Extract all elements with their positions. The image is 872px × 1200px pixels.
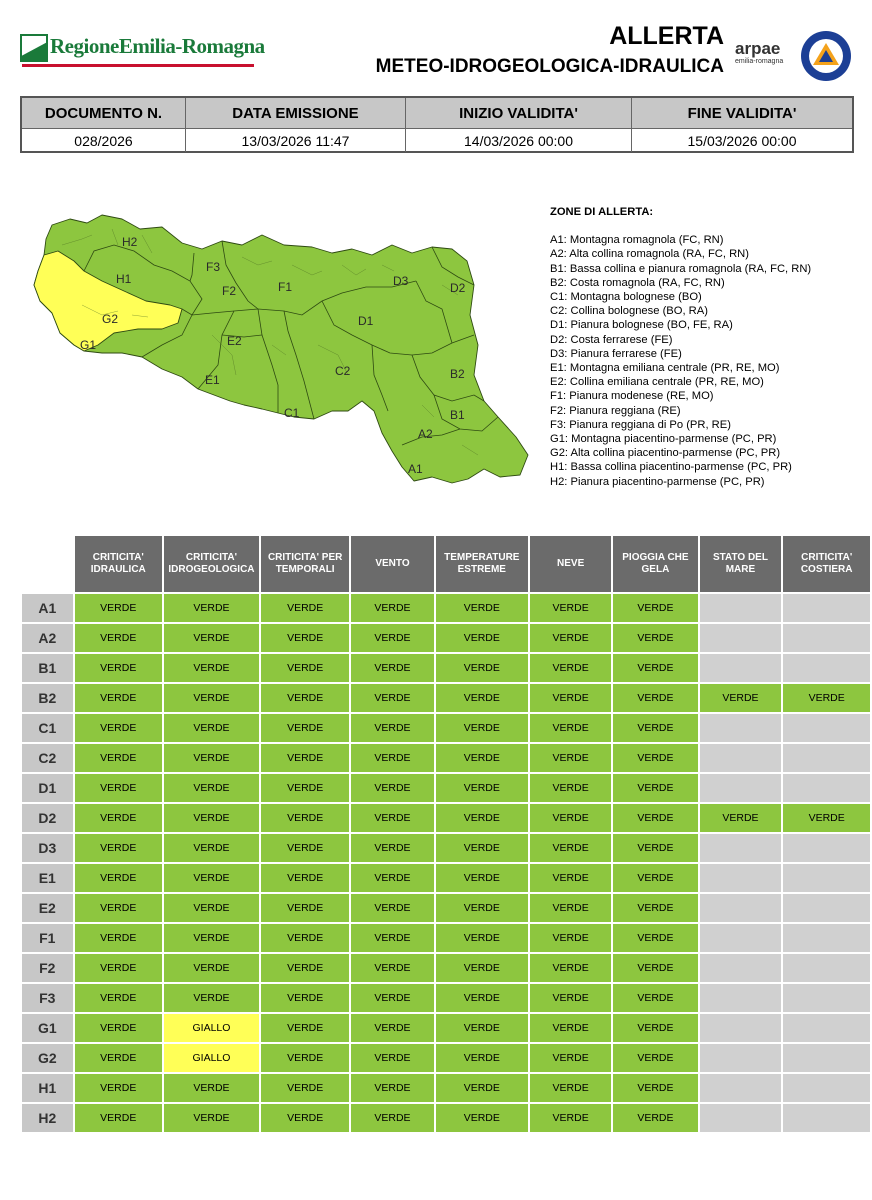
table-row bbox=[22, 924, 870, 952]
alert-cell: VERDE bbox=[351, 594, 433, 622]
zone-label: G2 bbox=[22, 1044, 73, 1072]
zone-label: D2 bbox=[22, 804, 73, 832]
map-label-b2: B2 bbox=[450, 367, 465, 381]
alert-cell bbox=[783, 894, 870, 922]
alert-cell bbox=[700, 924, 782, 952]
alert-cell: VERDE bbox=[164, 1074, 259, 1102]
alert-cell: VERDE bbox=[613, 714, 697, 742]
map-label-e2: E2 bbox=[227, 334, 242, 348]
column-header-temperature-estreme: TEMPERATURE ESTREME bbox=[436, 536, 528, 592]
legend-item: F3: Pianura reggiana di Po (PR, RE) bbox=[550, 418, 731, 431]
alert-cell: VERDE bbox=[436, 594, 528, 622]
alert-cell: VERDE bbox=[164, 594, 259, 622]
alert-cell: VERDE bbox=[613, 924, 697, 952]
alert-cell: VERDE bbox=[75, 954, 162, 982]
alert-cell: VERDE bbox=[613, 864, 697, 892]
alert-cell: VERDE bbox=[613, 894, 697, 922]
alert-cell: VERDE bbox=[530, 864, 611, 892]
alert-cell: GIALLO bbox=[164, 1044, 259, 1072]
alert-cell: VERDE bbox=[75, 864, 162, 892]
zone-label: D3 bbox=[22, 834, 73, 862]
zone-label: F3 bbox=[22, 984, 73, 1012]
table-row bbox=[22, 624, 870, 652]
alert-cell: VERDE bbox=[436, 714, 528, 742]
alert-cell: VERDE bbox=[164, 834, 259, 862]
table-row bbox=[22, 1044, 870, 1072]
legend-item: E1: Montagna emiliana centrale (PR, RE, MO) bbox=[550, 362, 780, 375]
doc-header-numero: DOCUMENTO N. bbox=[22, 98, 186, 129]
alert-cell bbox=[700, 594, 782, 622]
map-label-f1: F1 bbox=[278, 280, 293, 294]
alert-cell bbox=[700, 714, 782, 742]
map-label-a1: A1 bbox=[408, 462, 423, 476]
alert-cell bbox=[783, 744, 870, 772]
alert-cell: VERDE bbox=[261, 774, 349, 802]
alert-cell bbox=[783, 984, 870, 1012]
alert-cell: VERDE bbox=[351, 714, 433, 742]
legend-item: G1: Montagna piacentino-parmense (PC, PR) bbox=[550, 433, 777, 446]
table-row bbox=[22, 1014, 870, 1042]
legend-item: H2: Pianura piacentino-parmense (PC, PR) bbox=[550, 475, 765, 488]
zone-label: G1 bbox=[22, 1014, 73, 1042]
alert-zones-map bbox=[22, 205, 538, 495]
alert-cell: VERDE bbox=[530, 624, 611, 652]
regione-emilia-romagna-logo bbox=[20, 34, 265, 66]
alert-cell: VERDE bbox=[261, 1074, 349, 1102]
zone-label: E1 bbox=[22, 864, 73, 892]
alert-cell bbox=[700, 954, 782, 982]
alert-cell bbox=[783, 1074, 870, 1102]
legend-item: C2: Collina bolognese (BO, RA) bbox=[550, 305, 708, 318]
alert-cell: VERDE bbox=[164, 864, 259, 892]
alert-cell: VERDE bbox=[436, 1044, 528, 1072]
alert-cell: VERDE bbox=[436, 834, 528, 862]
alert-cell: VERDE bbox=[351, 1074, 433, 1102]
legend-item: D1: Pianura bolognese (BO, FE, RA) bbox=[550, 319, 733, 332]
table-row bbox=[22, 654, 870, 682]
zone-label: H2 bbox=[22, 1104, 73, 1132]
alert-cell: VERDE bbox=[351, 1104, 433, 1132]
alert-cell: VERDE bbox=[75, 1014, 162, 1042]
map-green-region bbox=[34, 215, 528, 483]
alert-cell bbox=[783, 1014, 870, 1042]
alert-cell: VERDE bbox=[436, 954, 528, 982]
alert-cell: VERDE bbox=[613, 744, 697, 772]
page-subtitle: METEO-IDROGEOLOGICA-IDRAULICA bbox=[375, 56, 724, 77]
table-row bbox=[22, 774, 870, 802]
column-header-pioggia-che-gela: PIOGGIA CHE GELA bbox=[613, 536, 697, 592]
legend-item: A2: Alta collina romagnola (RA, FC, RN) bbox=[550, 248, 749, 261]
doc-header-fine-validita: FINE VALIDITA' bbox=[632, 98, 852, 129]
alert-cell bbox=[700, 984, 782, 1012]
alert-cell: VERDE bbox=[261, 624, 349, 652]
table-row bbox=[22, 894, 870, 922]
column-header-criticita-idrogeologica: CRITICITA' IDROGEOLOGICA bbox=[164, 536, 259, 592]
legend-title: ZONE DI ALLERTA: bbox=[550, 206, 654, 218]
alert-cell: VERDE bbox=[164, 1104, 259, 1132]
column-header-neve: NEVE bbox=[530, 536, 611, 592]
alert-cell: VERDE bbox=[436, 624, 528, 652]
alert-cell: VERDE bbox=[164, 894, 259, 922]
regione-logo-text: RegioneEmilia-Romagna bbox=[50, 34, 265, 58]
alert-cell bbox=[700, 1074, 782, 1102]
alert-cell: VERDE bbox=[436, 684, 528, 712]
alert-cell bbox=[700, 1044, 782, 1072]
zone-label: A1 bbox=[22, 594, 73, 622]
table-header-row bbox=[22, 536, 870, 592]
alert-cell: VERDE bbox=[436, 1074, 528, 1102]
alert-cell: VERDE bbox=[436, 804, 528, 832]
alert-cell: VERDE bbox=[351, 624, 433, 652]
legend-item: G2: Alta collina piacentino-parmense (PC, PR) bbox=[550, 447, 781, 460]
column-header-stato-del-mare: STATO DEL MARE bbox=[700, 536, 782, 592]
legend-item: B2: Costa romagnola (RA, FC, RN) bbox=[550, 276, 725, 289]
table-row bbox=[22, 1074, 870, 1102]
zone-label: F2 bbox=[22, 954, 73, 982]
alert-cell bbox=[783, 1044, 870, 1072]
doc-value-numero: 028/2026 bbox=[22, 129, 186, 152]
alert-cell: VERDE bbox=[613, 624, 697, 652]
alert-cell: VERDE bbox=[261, 984, 349, 1012]
zone-label: E2 bbox=[22, 894, 73, 922]
alert-cell: GIALLO bbox=[164, 1014, 259, 1042]
legend-item: E2: Collina emiliana centrale (PR, RE, MO) bbox=[550, 376, 764, 389]
legend-item: B1: Bassa collina e pianura romagnola (RA, FC, RN) bbox=[550, 262, 812, 275]
alert-cell bbox=[700, 834, 782, 862]
alert-cell bbox=[783, 624, 870, 652]
arpae-logo bbox=[735, 40, 795, 72]
alert-cell: VERDE bbox=[261, 924, 349, 952]
alert-cell: VERDE bbox=[351, 654, 433, 682]
zone-label: C2 bbox=[22, 744, 73, 772]
alert-cell: VERDE bbox=[436, 984, 528, 1012]
alert-cell: VERDE bbox=[351, 954, 433, 982]
alert-cell: VERDE bbox=[261, 954, 349, 982]
alert-cell: VERDE bbox=[436, 654, 528, 682]
regione-logo-icon bbox=[20, 34, 48, 62]
table-row bbox=[22, 684, 870, 712]
doc-header-data-emissione: DATA EMISSIONE bbox=[186, 98, 406, 129]
arpae-logo-subtext: emilia-romagna bbox=[735, 58, 784, 65]
alert-cell: VERDE bbox=[261, 654, 349, 682]
arpae-logo-text: arpae bbox=[735, 39, 781, 58]
alert-cell: VERDE bbox=[436, 774, 528, 802]
alert-cell: VERDE bbox=[351, 924, 433, 952]
zone-label: C1 bbox=[22, 714, 73, 742]
table-row bbox=[22, 834, 870, 862]
alert-cell: VERDE bbox=[75, 894, 162, 922]
alert-cell: VERDE bbox=[613, 984, 697, 1012]
map-label-f3: F3 bbox=[206, 260, 221, 274]
alert-cell: VERDE bbox=[613, 834, 697, 862]
alert-cell: VERDE bbox=[530, 984, 611, 1012]
doc-value-fine-validita: 15/03/2026 00:00 bbox=[687, 132, 797, 149]
alert-cell: VERDE bbox=[351, 984, 433, 1012]
map-label-h2: H2 bbox=[122, 235, 138, 249]
alert-cell: VERDE bbox=[75, 834, 162, 862]
legend-item: A1: Montagna romagnola (FC, RN) bbox=[550, 234, 724, 247]
alert-cell: VERDE bbox=[613, 804, 697, 832]
alert-cell: VERDE bbox=[436, 864, 528, 892]
map-label-e1: E1 bbox=[205, 373, 220, 387]
legend-item: F2: Pianura reggiana (RE) bbox=[550, 404, 681, 417]
table-body bbox=[22, 594, 870, 1132]
doc-header-inizio-validita: INIZIO VALIDITA' bbox=[406, 98, 632, 129]
alert-cell: VERDE bbox=[75, 1104, 162, 1132]
alert-cell: VERDE bbox=[164, 624, 259, 652]
map-label-c1: C1 bbox=[284, 406, 300, 420]
alert-cell: VERDE bbox=[530, 1074, 611, 1102]
alert-cell: VERDE bbox=[530, 774, 611, 802]
alert-cell: VERDE bbox=[613, 684, 697, 712]
column-header-criticita-temporali: CRITICITA' PER TEMPORALI bbox=[261, 536, 349, 592]
alert-cell: VERDE bbox=[75, 684, 162, 712]
alert-cell: VERDE bbox=[351, 774, 433, 802]
zone-label: B2 bbox=[22, 684, 73, 712]
alert-cell: VERDE bbox=[351, 864, 433, 892]
alert-cell bbox=[783, 834, 870, 862]
alert-cell: VERDE bbox=[700, 804, 782, 832]
zone-label: H1 bbox=[22, 1074, 73, 1102]
alert-cell: VERDE bbox=[530, 1104, 611, 1132]
alert-cell: VERDE bbox=[261, 744, 349, 772]
page-title: ALLERTA bbox=[609, 22, 724, 50]
alert-cell: VERDE bbox=[530, 834, 611, 862]
zone-label: B1 bbox=[22, 654, 73, 682]
alert-cell: VERDE bbox=[75, 654, 162, 682]
doc-value-inizio-validita: 14/03/2026 00:00 bbox=[406, 129, 632, 152]
legend-item: F1: Pianura modenese (RE, MO) bbox=[550, 390, 714, 403]
alert-cell: VERDE bbox=[613, 954, 697, 982]
alert-cell: VERDE bbox=[164, 774, 259, 802]
alert-cell: VERDE bbox=[530, 594, 611, 622]
alert-cell: VERDE bbox=[613, 1014, 697, 1042]
alert-cell: VERDE bbox=[436, 924, 528, 952]
alert-cell bbox=[783, 714, 870, 742]
alert-cell: VERDE bbox=[613, 654, 697, 682]
alert-cell: VERDE bbox=[75, 984, 162, 1012]
alert-cell: VERDE bbox=[261, 1044, 349, 1072]
alert-level-table bbox=[20, 534, 872, 1134]
map-label-g2: G2 bbox=[102, 312, 119, 326]
alert-cell: VERDE bbox=[530, 924, 611, 952]
map-label-b1: B1 bbox=[450, 408, 465, 422]
alert-cell: VERDE bbox=[164, 984, 259, 1012]
alert-cell bbox=[783, 1104, 870, 1132]
alert-cell: VERDE bbox=[783, 684, 870, 712]
alert-cell: VERDE bbox=[164, 744, 259, 772]
alert-cell: VERDE bbox=[75, 714, 162, 742]
alert-cell: VERDE bbox=[261, 684, 349, 712]
document-info-table bbox=[20, 96, 854, 153]
alert-cell: VERDE bbox=[164, 714, 259, 742]
alert-cell bbox=[783, 954, 870, 982]
alert-cell: VERDE bbox=[75, 774, 162, 802]
doc-value-data-emissione: 13/03/2026 11:47 bbox=[186, 129, 406, 152]
table-row bbox=[22, 714, 870, 742]
alert-cell bbox=[783, 774, 870, 802]
alert-cell: VERDE bbox=[261, 834, 349, 862]
legend-item: D3: Pianura ferrarese (FE) bbox=[550, 347, 682, 360]
alert-cell: VERDE bbox=[530, 894, 611, 922]
alert-cell: VERDE bbox=[783, 804, 870, 832]
alert-cell: VERDE bbox=[75, 624, 162, 652]
alert-cell: VERDE bbox=[530, 684, 611, 712]
alert-cell bbox=[700, 1104, 782, 1132]
alert-cell: VERDE bbox=[164, 804, 259, 832]
zone-legend bbox=[550, 205, 850, 489]
alert-cell: VERDE bbox=[164, 684, 259, 712]
map-label-a2: A2 bbox=[418, 427, 433, 441]
alert-cell: VERDE bbox=[75, 594, 162, 622]
alert-cell: VERDE bbox=[164, 654, 259, 682]
alert-cell: VERDE bbox=[530, 954, 611, 982]
legend-item: C1: Montagna bolognese (BO) bbox=[550, 291, 702, 304]
map-label-h1: H1 bbox=[116, 272, 132, 286]
alert-cell: VERDE bbox=[436, 894, 528, 922]
alert-cell: VERDE bbox=[613, 1044, 697, 1072]
alert-cell bbox=[700, 1014, 782, 1042]
alert-cell: VERDE bbox=[261, 894, 349, 922]
column-header-vento: VENTO bbox=[351, 536, 433, 592]
alert-cell bbox=[700, 894, 782, 922]
alert-cell: VERDE bbox=[261, 594, 349, 622]
alert-cell: VERDE bbox=[164, 924, 259, 952]
alert-cell bbox=[700, 744, 782, 772]
alert-cell: VERDE bbox=[351, 1044, 433, 1072]
alert-cell: VERDE bbox=[351, 684, 433, 712]
alert-cell: VERDE bbox=[351, 1014, 433, 1042]
legend-item: D2: Costa ferrarese (FE) bbox=[550, 333, 673, 346]
table-row bbox=[22, 804, 870, 832]
alert-cell: VERDE bbox=[613, 594, 697, 622]
alert-cell: VERDE bbox=[261, 804, 349, 832]
alert-cell: VERDE bbox=[351, 834, 433, 862]
alert-cell bbox=[700, 654, 782, 682]
alert-cell: VERDE bbox=[436, 744, 528, 772]
map-label-g1: G1 bbox=[80, 338, 97, 352]
alert-cell bbox=[700, 864, 782, 892]
alert-cell bbox=[700, 624, 782, 652]
protezione-civile-logo-icon bbox=[800, 30, 852, 82]
alert-cell: VERDE bbox=[530, 804, 611, 832]
map-label-f2: F2 bbox=[222, 284, 237, 298]
alert-cell: VERDE bbox=[261, 864, 349, 892]
legend-item: H1: Bassa collina piacentino-parmense (PC, PR) bbox=[550, 461, 792, 474]
alert-cell: VERDE bbox=[613, 1104, 697, 1132]
column-header-criticita-costiera: CRITICITA' COSTIERA bbox=[783, 536, 870, 592]
table-row bbox=[22, 744, 870, 772]
alert-cell: VERDE bbox=[530, 1014, 611, 1042]
alert-cell: VERDE bbox=[530, 654, 611, 682]
table-row bbox=[22, 984, 870, 1012]
alert-cell: VERDE bbox=[613, 1074, 697, 1102]
alert-cell: VERDE bbox=[164, 954, 259, 982]
alert-cell: VERDE bbox=[436, 1014, 528, 1042]
alert-cell: VERDE bbox=[261, 714, 349, 742]
alert-cell: VERDE bbox=[613, 774, 697, 802]
alert-cell: VERDE bbox=[261, 1014, 349, 1042]
alert-cell: VERDE bbox=[351, 804, 433, 832]
alert-cell: VERDE bbox=[436, 1104, 528, 1132]
alert-cell: VERDE bbox=[75, 804, 162, 832]
zone-label: F1 bbox=[22, 924, 73, 952]
alert-cell bbox=[700, 774, 782, 802]
table-row bbox=[22, 1104, 870, 1132]
table-row bbox=[22, 864, 870, 892]
map-label-d2: D2 bbox=[450, 281, 466, 295]
alert-cell: VERDE bbox=[75, 1074, 162, 1102]
alert-cell: VERDE bbox=[530, 1044, 611, 1072]
alert-cell: VERDE bbox=[351, 894, 433, 922]
map-label-d1: D1 bbox=[358, 314, 374, 328]
zone-label: A2 bbox=[22, 624, 73, 652]
zone-label: D1 bbox=[22, 774, 73, 802]
map-label-c2: C2 bbox=[335, 364, 351, 378]
alert-cell: VERDE bbox=[75, 1044, 162, 1072]
alert-cell: VERDE bbox=[700, 684, 782, 712]
table-row bbox=[22, 954, 870, 982]
column-header-criticita-idraulica: CRITICITA' IDRAULICA bbox=[75, 536, 162, 592]
alert-cell bbox=[783, 924, 870, 952]
alert-cell: VERDE bbox=[530, 714, 611, 742]
alert-cell: VERDE bbox=[75, 924, 162, 952]
alert-cell: VERDE bbox=[75, 744, 162, 772]
map-label-d3: D3 bbox=[393, 274, 409, 288]
alert-cell bbox=[783, 654, 870, 682]
alert-cell: VERDE bbox=[351, 744, 433, 772]
alert-cell: VERDE bbox=[530, 744, 611, 772]
alert-cell bbox=[783, 594, 870, 622]
alert-cell bbox=[783, 864, 870, 892]
alert-cell: VERDE bbox=[261, 1104, 349, 1132]
table-row bbox=[22, 594, 870, 622]
